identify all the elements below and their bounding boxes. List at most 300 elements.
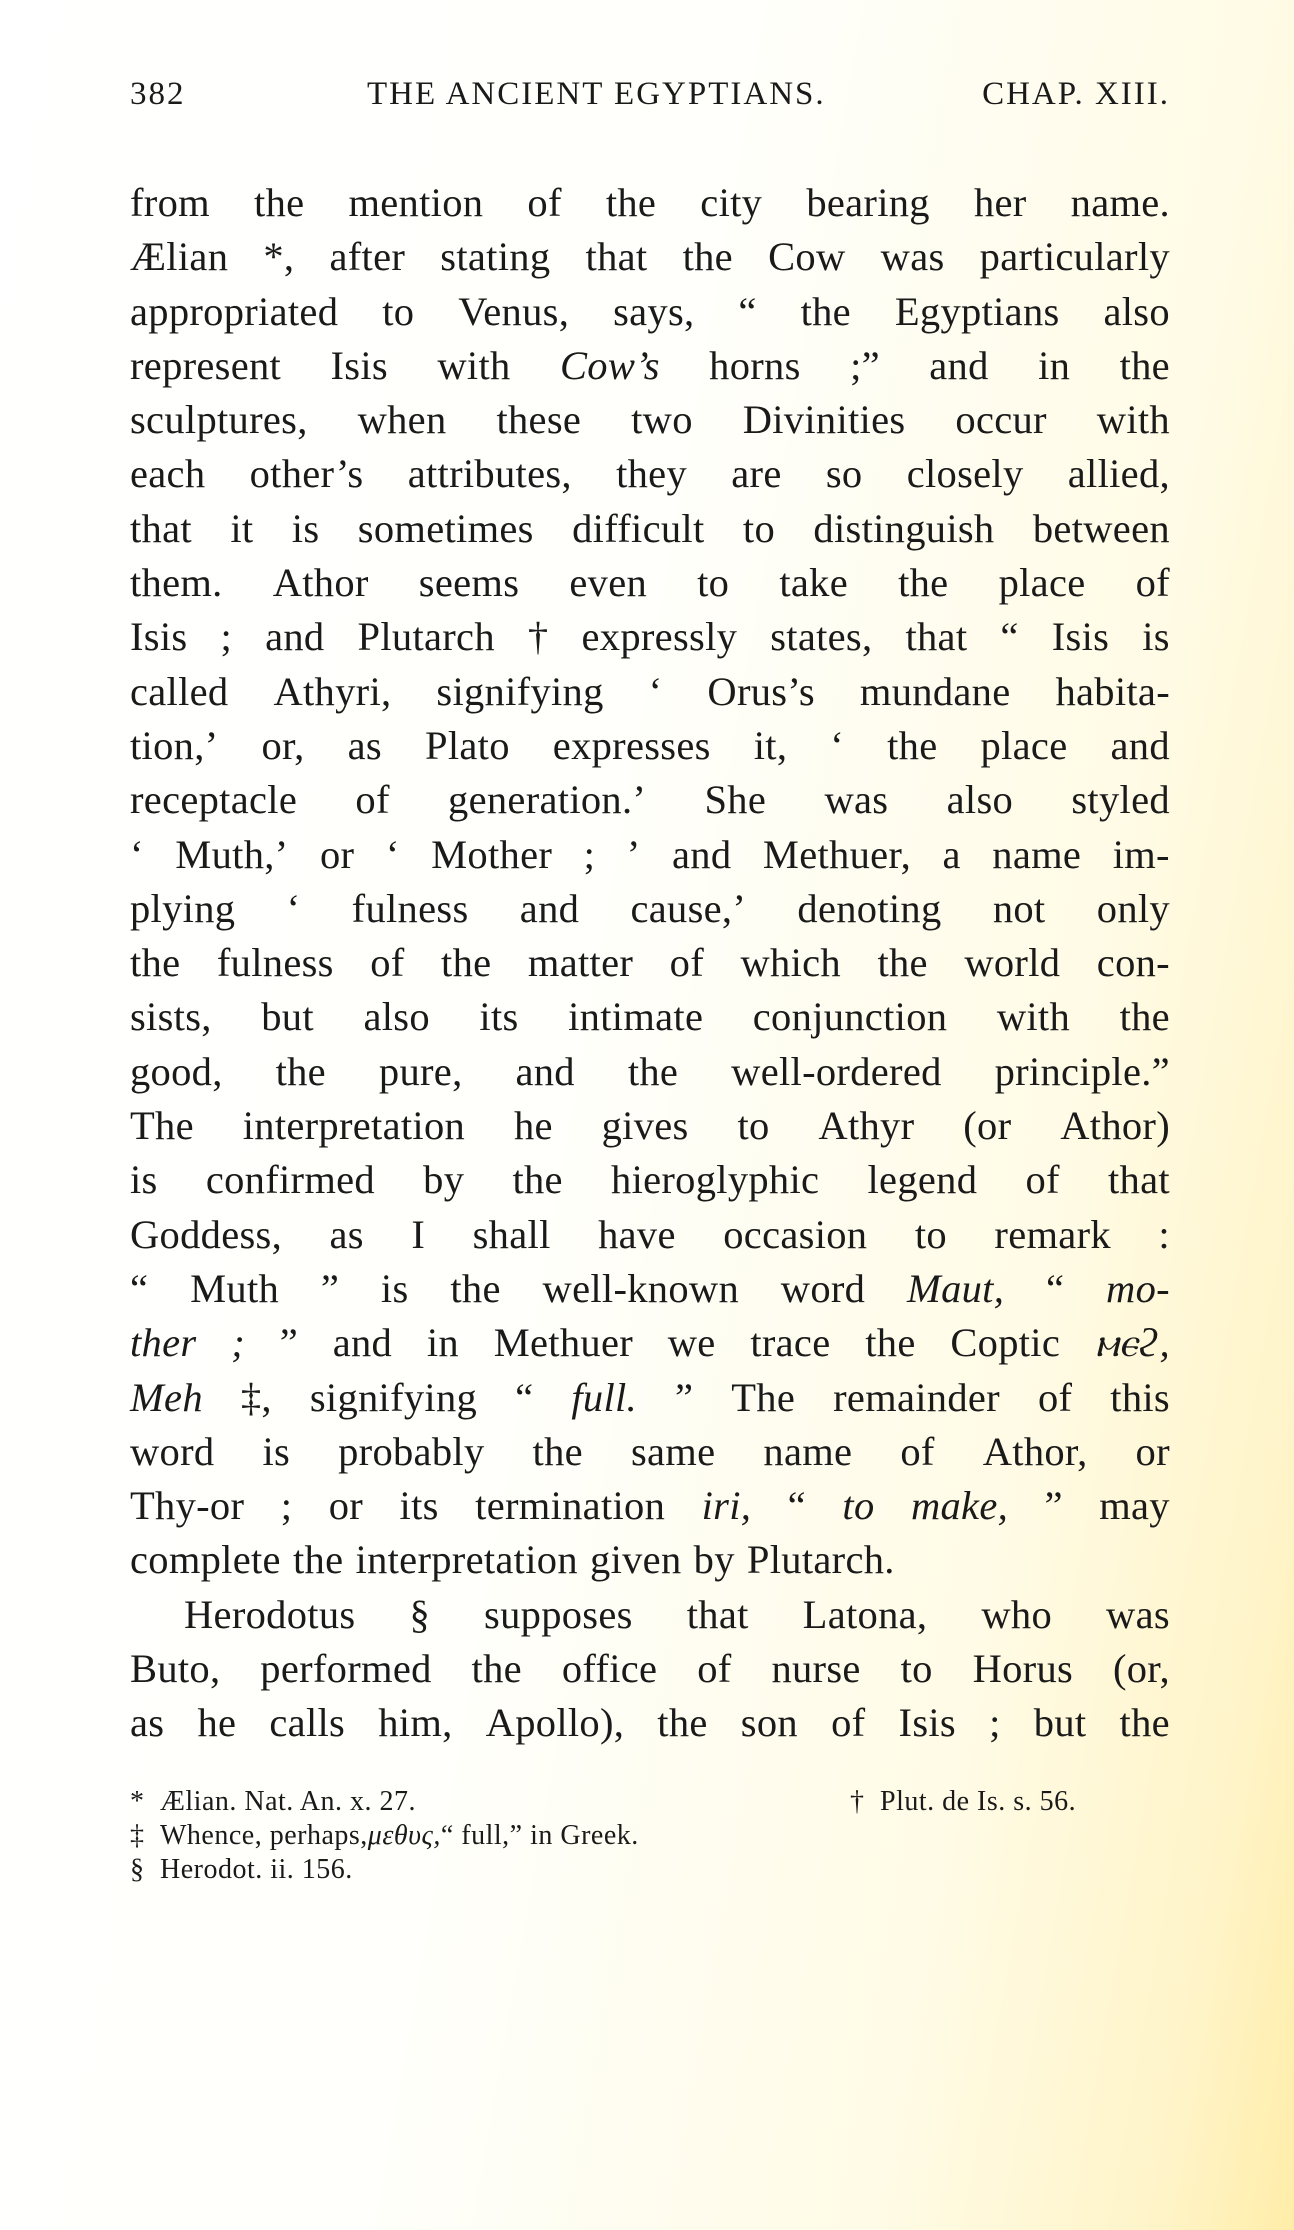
word: of bbox=[669, 940, 704, 986]
word: Plutarch bbox=[357, 614, 495, 660]
word: Herodotus bbox=[184, 1591, 356, 1637]
word: signifying bbox=[436, 668, 604, 714]
word: after bbox=[329, 234, 406, 280]
word: of bbox=[831, 1700, 866, 1746]
body-text bbox=[130, 176, 1170, 1751]
text-line bbox=[130, 230, 1170, 284]
word: by bbox=[693, 1537, 735, 1583]
text-line bbox=[130, 285, 1170, 339]
word: expressly bbox=[581, 614, 738, 660]
word: as bbox=[329, 1211, 364, 1257]
word: also bbox=[363, 994, 430, 1040]
word: that bbox=[905, 614, 968, 660]
word: habita- bbox=[1055, 668, 1170, 714]
word: Thy-or bbox=[130, 1483, 245, 1529]
word: the bbox=[877, 940, 928, 986]
text-line bbox=[130, 1533, 1170, 1587]
text-line bbox=[130, 447, 1170, 501]
word: the bbox=[275, 1048, 326, 1094]
footnote-mark: ‡ bbox=[130, 1819, 145, 1851]
word: Goddess, bbox=[130, 1211, 283, 1257]
footnote-text: Ælian. Nat. An. x. 27. bbox=[160, 1785, 416, 1817]
word: hieroglyphic bbox=[611, 1157, 820, 1203]
text-line bbox=[130, 1045, 1170, 1099]
word: Methuer, bbox=[762, 831, 912, 877]
word: principle.” bbox=[994, 1048, 1170, 1094]
word: son bbox=[740, 1700, 798, 1746]
text-line bbox=[130, 1153, 1170, 1207]
word: iri, bbox=[701, 1483, 752, 1529]
word: Venus, bbox=[458, 288, 570, 334]
word: to bbox=[382, 288, 415, 334]
footnote-mark: § bbox=[130, 1853, 145, 1885]
word: well-ordered bbox=[731, 1048, 942, 1094]
word: the bbox=[512, 1157, 563, 1203]
word: other’s bbox=[249, 451, 364, 497]
word: appropriated bbox=[130, 288, 339, 334]
word: are bbox=[731, 451, 782, 497]
word: of bbox=[1025, 1157, 1060, 1203]
word: im- bbox=[1112, 831, 1170, 877]
word: ; bbox=[989, 1700, 1001, 1746]
word: that bbox=[1107, 1157, 1170, 1203]
word: ” bbox=[320, 1265, 340, 1311]
word: from bbox=[130, 180, 210, 225]
word: Isis bbox=[330, 342, 388, 388]
word: is bbox=[130, 1157, 158, 1203]
word: receptacle bbox=[130, 777, 298, 823]
word: the bbox=[800, 288, 851, 334]
word: name. bbox=[1070, 180, 1170, 225]
word: sculptures, bbox=[130, 397, 308, 443]
word: Plutarch. bbox=[746, 1537, 895, 1583]
footnote-row bbox=[130, 1785, 1170, 1819]
word: even bbox=[569, 560, 648, 606]
word: that bbox=[130, 505, 192, 551]
word: ; bbox=[583, 831, 596, 877]
word: Athyri, bbox=[273, 668, 392, 714]
footnote-text: Whence, perhaps, bbox=[160, 1819, 368, 1851]
word: and bbox=[929, 342, 989, 388]
word: to bbox=[842, 1483, 875, 1529]
word: was bbox=[824, 777, 889, 823]
word: ; bbox=[220, 614, 233, 660]
word: matter bbox=[527, 940, 634, 986]
word: the bbox=[605, 180, 657, 225]
word: styled bbox=[1071, 777, 1170, 823]
footnote-plutarch bbox=[850, 1785, 1076, 1819]
word: to bbox=[697, 560, 730, 606]
text-line bbox=[130, 665, 1170, 719]
word: Athor) bbox=[1060, 1103, 1170, 1149]
word: sists, bbox=[130, 994, 212, 1040]
word: represent bbox=[130, 342, 282, 388]
word: they bbox=[616, 451, 688, 497]
word: two bbox=[631, 397, 693, 443]
text-line bbox=[130, 1099, 1170, 1153]
word: her bbox=[973, 180, 1027, 225]
word: distinguish bbox=[813, 505, 995, 551]
word: interpretation bbox=[242, 1103, 466, 1149]
footnote-text: Plut. de Is. s. 56. bbox=[880, 1785, 1077, 1817]
word: Mother bbox=[431, 831, 553, 877]
text-line bbox=[130, 556, 1170, 610]
word: city bbox=[700, 180, 763, 225]
word: horns bbox=[709, 342, 801, 388]
word: of bbox=[370, 940, 405, 986]
word: termination bbox=[475, 1483, 666, 1529]
word: The bbox=[731, 1374, 796, 1420]
word: or bbox=[328, 1483, 364, 1529]
word: is bbox=[291, 505, 320, 551]
running-title: THE ANCIENT EGYPTIANS. bbox=[367, 76, 826, 112]
word: occur bbox=[955, 397, 1047, 443]
word: to bbox=[900, 1646, 933, 1692]
word: these bbox=[496, 397, 582, 443]
word: particularly bbox=[979, 234, 1170, 280]
word: of bbox=[355, 777, 390, 823]
word: ther bbox=[130, 1320, 197, 1366]
word: ‡, bbox=[240, 1374, 272, 1420]
word: “ bbox=[130, 1265, 149, 1311]
word: well-known bbox=[542, 1265, 739, 1311]
word: sometimes bbox=[357, 505, 534, 551]
word: place bbox=[998, 560, 1086, 606]
footnote-aelian bbox=[130, 1785, 850, 1819]
word: con- bbox=[1096, 940, 1170, 986]
word: Cow bbox=[768, 234, 846, 280]
word: legend bbox=[867, 1157, 978, 1203]
word: with bbox=[1096, 397, 1170, 443]
word: ‘ bbox=[286, 885, 301, 931]
word: confirmed bbox=[205, 1157, 375, 1203]
word: Apollo), bbox=[485, 1700, 625, 1746]
word: is bbox=[1142, 614, 1170, 660]
word: the bbox=[130, 940, 181, 986]
word: : bbox=[1158, 1211, 1170, 1257]
word: name bbox=[763, 1428, 853, 1474]
word: but bbox=[1033, 1700, 1087, 1746]
chapter-label: CHAP. XIII. bbox=[982, 76, 1170, 112]
word: § bbox=[409, 1591, 431, 1637]
word: mundane bbox=[859, 668, 1011, 714]
word: remainder bbox=[833, 1374, 1000, 1420]
word: supposes bbox=[484, 1591, 633, 1637]
word: a bbox=[942, 831, 961, 877]
word: the bbox=[471, 1646, 522, 1692]
word: stating bbox=[440, 234, 551, 280]
text-line bbox=[130, 1479, 1170, 1533]
word: is bbox=[380, 1265, 409, 1311]
word: so bbox=[825, 451, 863, 497]
word: difficult bbox=[572, 505, 705, 551]
word: the bbox=[532, 1428, 583, 1474]
word: but bbox=[261, 994, 314, 1040]
word: ’ bbox=[626, 831, 641, 877]
word: pure, bbox=[378, 1048, 463, 1094]
word: probably bbox=[338, 1428, 485, 1474]
word: Meh bbox=[130, 1374, 203, 1420]
word: Coptic bbox=[950, 1320, 1061, 1366]
word: and bbox=[332, 1320, 393, 1366]
word: calls bbox=[269, 1700, 346, 1746]
word: Athor bbox=[272, 560, 369, 606]
word: of bbox=[900, 1428, 935, 1474]
word: remark bbox=[994, 1211, 1111, 1257]
word: “ bbox=[515, 1374, 534, 1420]
text-line bbox=[130, 719, 1170, 773]
text-line bbox=[130, 502, 1170, 556]
word: nurse bbox=[771, 1646, 861, 1692]
word: “ bbox=[1000, 614, 1019, 660]
word: office bbox=[561, 1646, 658, 1692]
word: fulness bbox=[351, 885, 469, 931]
word: Cow’s bbox=[559, 342, 660, 388]
word: Maut, bbox=[907, 1265, 1005, 1311]
word: between bbox=[1032, 505, 1170, 551]
word: ;” bbox=[850, 342, 880, 388]
word: the bbox=[450, 1265, 501, 1311]
word: the bbox=[254, 180, 305, 225]
word: by bbox=[423, 1157, 465, 1203]
word: interpretation bbox=[355, 1537, 578, 1583]
word: mo- bbox=[1106, 1265, 1170, 1311]
word: “ bbox=[738, 288, 757, 334]
word: good, bbox=[130, 1048, 223, 1094]
word: Muth,’ bbox=[175, 831, 289, 877]
word: gives bbox=[601, 1103, 689, 1149]
word: as bbox=[347, 722, 382, 768]
word: or bbox=[319, 831, 355, 877]
word: make, bbox=[910, 1483, 1009, 1529]
word: She bbox=[704, 777, 767, 823]
word: it, bbox=[753, 722, 788, 768]
word: ; bbox=[231, 1320, 245, 1366]
word: and bbox=[519, 885, 580, 931]
word: with bbox=[996, 994, 1071, 1040]
footnote-text: Herodot. ii. 156. bbox=[160, 1853, 353, 1885]
word: ‘ bbox=[130, 831, 144, 877]
word: with bbox=[437, 342, 511, 388]
text-line bbox=[130, 1696, 1170, 1750]
word: full. bbox=[571, 1374, 637, 1420]
word: says, bbox=[613, 288, 695, 334]
word: the bbox=[292, 1537, 344, 1583]
word: the bbox=[441, 940, 492, 986]
word: the bbox=[1119, 1700, 1170, 1746]
word: Muth bbox=[190, 1265, 280, 1311]
word: when bbox=[357, 397, 447, 443]
text-line bbox=[130, 882, 1170, 936]
word: may bbox=[1099, 1483, 1170, 1529]
word: to bbox=[737, 1103, 770, 1149]
word: of bbox=[697, 1646, 732, 1692]
word: states, bbox=[770, 614, 873, 660]
word: Isis bbox=[898, 1700, 956, 1746]
word: ” bbox=[279, 1320, 298, 1366]
word: the bbox=[627, 1048, 679, 1094]
text-line bbox=[130, 1425, 1170, 1479]
word: who bbox=[981, 1591, 1053, 1637]
word: signifying bbox=[309, 1374, 478, 1420]
text-line bbox=[130, 393, 1170, 447]
word: to bbox=[742, 505, 776, 551]
text-line bbox=[130, 1316, 1170, 1370]
word: expresses bbox=[552, 722, 711, 768]
word: *, bbox=[263, 234, 295, 280]
word: “ bbox=[1045, 1265, 1065, 1311]
word: Ælian bbox=[130, 234, 229, 280]
word: complete bbox=[130, 1537, 281, 1583]
word: “ bbox=[787, 1483, 806, 1529]
word: ; bbox=[280, 1483, 293, 1529]
text-line bbox=[130, 828, 1170, 882]
word: Isis bbox=[130, 614, 188, 660]
word: the bbox=[1119, 342, 1170, 388]
word: and bbox=[515, 1048, 575, 1094]
word: ‘ bbox=[830, 722, 845, 768]
word: of bbox=[1037, 1374, 1073, 1420]
word: the bbox=[865, 1320, 916, 1366]
word: performed bbox=[260, 1646, 432, 1692]
word: ‘ bbox=[385, 831, 400, 877]
word: word bbox=[130, 1428, 215, 1474]
word: the bbox=[1119, 994, 1170, 1040]
text-line bbox=[130, 339, 1170, 393]
word: Horus bbox=[972, 1646, 1074, 1692]
word: each bbox=[130, 451, 206, 497]
text-line bbox=[130, 1588, 1170, 1642]
text-line bbox=[130, 610, 1170, 664]
word: Orus’s bbox=[707, 668, 815, 714]
word: and bbox=[672, 831, 732, 877]
running-header bbox=[130, 76, 1170, 126]
word: shall bbox=[472, 1211, 551, 1257]
word: attributes, bbox=[407, 451, 572, 497]
word: called bbox=[130, 668, 229, 714]
word: to bbox=[914, 1211, 947, 1257]
word: generation.’ bbox=[448, 777, 647, 823]
word: not bbox=[992, 885, 1046, 931]
word: I bbox=[411, 1211, 426, 1257]
word: Isis bbox=[1051, 614, 1110, 660]
word: Egyptians bbox=[894, 288, 1060, 334]
word: trace bbox=[750, 1320, 831, 1366]
word: was bbox=[1106, 1591, 1170, 1637]
word: that bbox=[686, 1591, 749, 1637]
word: bearing bbox=[806, 180, 930, 225]
word: Latona, bbox=[802, 1591, 928, 1637]
word: ⲙⲉϩ, bbox=[1094, 1320, 1170, 1366]
word: he bbox=[197, 1700, 237, 1746]
footnote-row bbox=[130, 1853, 1170, 1887]
word: Buto, bbox=[130, 1646, 221, 1692]
word: in bbox=[1038, 342, 1071, 388]
greek-word: μεθυς, bbox=[367, 1819, 441, 1851]
word: Divinities bbox=[742, 397, 906, 443]
word: it bbox=[230, 505, 254, 551]
word: word bbox=[780, 1265, 866, 1311]
word: Methuer bbox=[493, 1320, 634, 1366]
word: seems bbox=[418, 560, 520, 606]
word: cause,’ bbox=[630, 885, 747, 931]
word: ‘ bbox=[648, 668, 663, 714]
word: ” bbox=[1044, 1483, 1063, 1529]
footnote-row bbox=[130, 1819, 1170, 1853]
text-line bbox=[130, 936, 1170, 990]
text-line bbox=[130, 1262, 1170, 1316]
word: the bbox=[682, 234, 733, 280]
text-line bbox=[130, 1371, 1170, 1425]
word: world bbox=[964, 940, 1061, 986]
word: denoting bbox=[797, 885, 942, 931]
text-line bbox=[130, 176, 1170, 230]
word: The bbox=[130, 1103, 194, 1149]
footnotes bbox=[130, 1785, 1170, 1887]
text-line bbox=[130, 773, 1170, 827]
word: name bbox=[992, 831, 1082, 877]
word: of bbox=[1135, 560, 1170, 606]
word: the bbox=[657, 1700, 708, 1746]
word: he bbox=[513, 1103, 553, 1149]
word: same bbox=[630, 1428, 716, 1474]
word: closely bbox=[906, 451, 1024, 497]
footnote-text: “ full,” in Greek. bbox=[440, 1819, 639, 1851]
word: allied, bbox=[1067, 451, 1170, 497]
word: Plato bbox=[425, 722, 510, 768]
word: conjunction bbox=[752, 994, 948, 1040]
word: or, bbox=[261, 722, 305, 768]
footnote-mark: † bbox=[850, 1785, 865, 1817]
word: as bbox=[130, 1700, 165, 1746]
word: have bbox=[598, 1211, 676, 1257]
word: plying bbox=[130, 885, 236, 931]
word: also bbox=[946, 777, 1014, 823]
word: or bbox=[1135, 1428, 1170, 1474]
word: (or bbox=[963, 1103, 1012, 1149]
word: only bbox=[1096, 885, 1170, 931]
word: and bbox=[265, 614, 325, 660]
word: tion,’ bbox=[130, 722, 219, 768]
word: also bbox=[1103, 288, 1170, 334]
word: occasion bbox=[723, 1211, 868, 1257]
word: (or, bbox=[1112, 1646, 1170, 1692]
word: ” bbox=[674, 1374, 694, 1420]
text-line bbox=[130, 1642, 1170, 1696]
word: is bbox=[262, 1428, 291, 1474]
word: Athor, bbox=[982, 1428, 1088, 1474]
word: intimate bbox=[568, 994, 704, 1040]
word: them. bbox=[130, 560, 223, 606]
word: of bbox=[527, 180, 562, 225]
word: the bbox=[887, 722, 938, 768]
word: him, bbox=[378, 1700, 453, 1746]
word: its bbox=[479, 994, 519, 1040]
word: given bbox=[590, 1537, 682, 1583]
word: † bbox=[527, 614, 549, 660]
footnote-mark: * bbox=[130, 1785, 145, 1817]
word: Athyr bbox=[818, 1103, 915, 1149]
word: and bbox=[1110, 722, 1170, 768]
word: take bbox=[779, 560, 848, 606]
text-line bbox=[130, 1208, 1170, 1262]
word: mention bbox=[348, 180, 484, 225]
word: this bbox=[1110, 1374, 1170, 1420]
word: that bbox=[585, 234, 648, 280]
word: its bbox=[399, 1483, 439, 1529]
word: place bbox=[980, 722, 1068, 768]
word: we bbox=[667, 1320, 716, 1366]
